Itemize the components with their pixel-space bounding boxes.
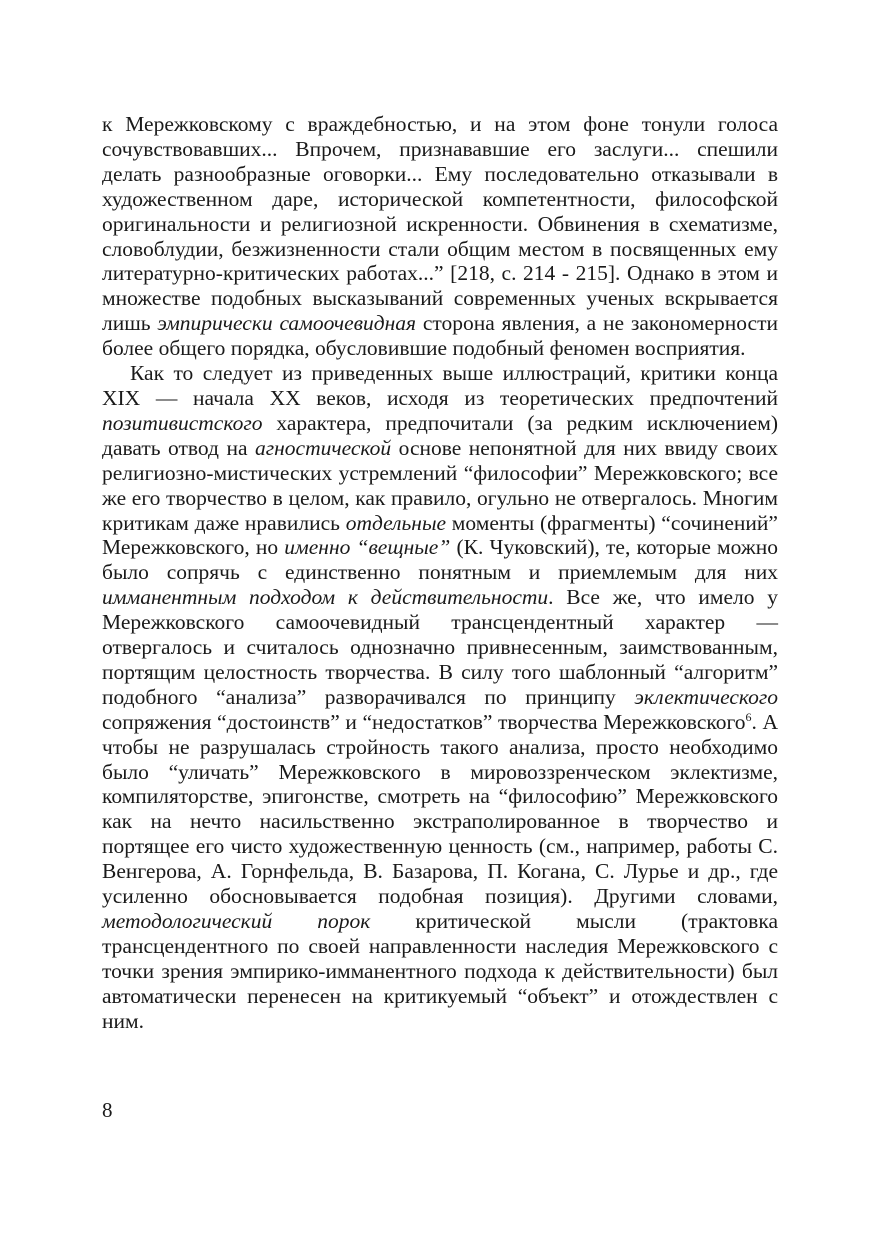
italic-segment: именно “вещные” [284,535,451,560]
italic-segment: эмпирически самоочевидная [157,311,417,336]
italic-segment: отдельные [345,510,447,535]
italic-segment: имманентным подходом к действительности [102,585,549,610]
document-body [102,112,778,1034]
text-segment: основе непонятной для них ввиду своих религиозно-мистических устремлений “философии” Мережковского; все же его творчество в целом, как правило, огульно не отвергалось. Многим критикам даже нравились [102,435,778,535]
italic-segment: агностической [255,435,392,460]
text-segment: Как то следует из приведенных выше иллюстраций, критики конца XIX — начала XX веков, исходя из теоретических предпочтений [102,361,778,410]
italic-segment: эклектического [634,684,778,709]
italic-segment: позитивистского [102,410,263,435]
paragraph-1 [102,112,778,361]
text-segment: сопряжения “достоинств” и “недостатков” творчества Мережковского [102,709,746,734]
text-segment: (К. Чуковский), те, которые можно было сопрячь с единственно понятным и приемлемым для них [102,535,778,585]
text-segment: моменты (фрагменты) “сочинений” Мережковского, но [102,510,778,560]
page-number: 8 [102,1098,113,1122]
text-segment: сторона явления, а не закономерности более общего порядка, обусловившие подобный феномен восприятия. [102,311,778,361]
text-segment: критической мысли (трактовка трансцендентного по своей направленности наследия Мережковского с точки зрения эмпирико-имманентного подхода к действительности) был автоматически перенесен на критикуемый “объект” и отождествлен с ним. [102,909,778,1033]
text-segment: . А чтобы не разрушалась стройность такого анализа, просто необходимо было “уличать” Мережковского в мировоззренческом эклектизме, компиляторстве, эпигонстве, смотреть на “философию” Мережковского как на нечто насильственно экстраполированное в творчество и портящее его чисто художественную ценность (см., например, работы С. Венгерова, А. Горнфельда, В. Базарова, П. Когана, С. Лурье и др., где усиленно обосновывается подобная позиция). Другими словами, [102,709,778,909]
footnote-reference[interactable]: 6 [745,709,752,724]
text-segment: . Все же, что имело у Мережковского самоочевидный трансцендентный характер — отвергалось и считалось однозначно привнесенным, заимствованным, портящим целостность творчества. В силу того шаблонный “алгоритм” подобного “анализа” разворачивался по принципу [102,585,778,709]
text-segment: к Мережковскому с враждебностью, и на этом фоне тонули голоса сочувствовавших... Впрочем, признававшие его заслуги... спешили делать разнообразные оговорки... Ему последовательно отказывали в художественном даре, исторической компетентности, философской оригинальности и религиозной искренности. Обвинения в схематизме, словоблудии, безжизненности стали общим местом в посвященных ему литературно-критических работах...” [218, с. 214 - 215]. Однако в этом и множестве подобных высказываний современных ученых вскрывается лишь [102,112,778,336]
paragraph-2 [102,361,778,1033]
italic-segment: методологический порок [102,909,371,933]
text-segment: характера, предпочитали (за редким исключением) давать отвод на [102,410,778,460]
